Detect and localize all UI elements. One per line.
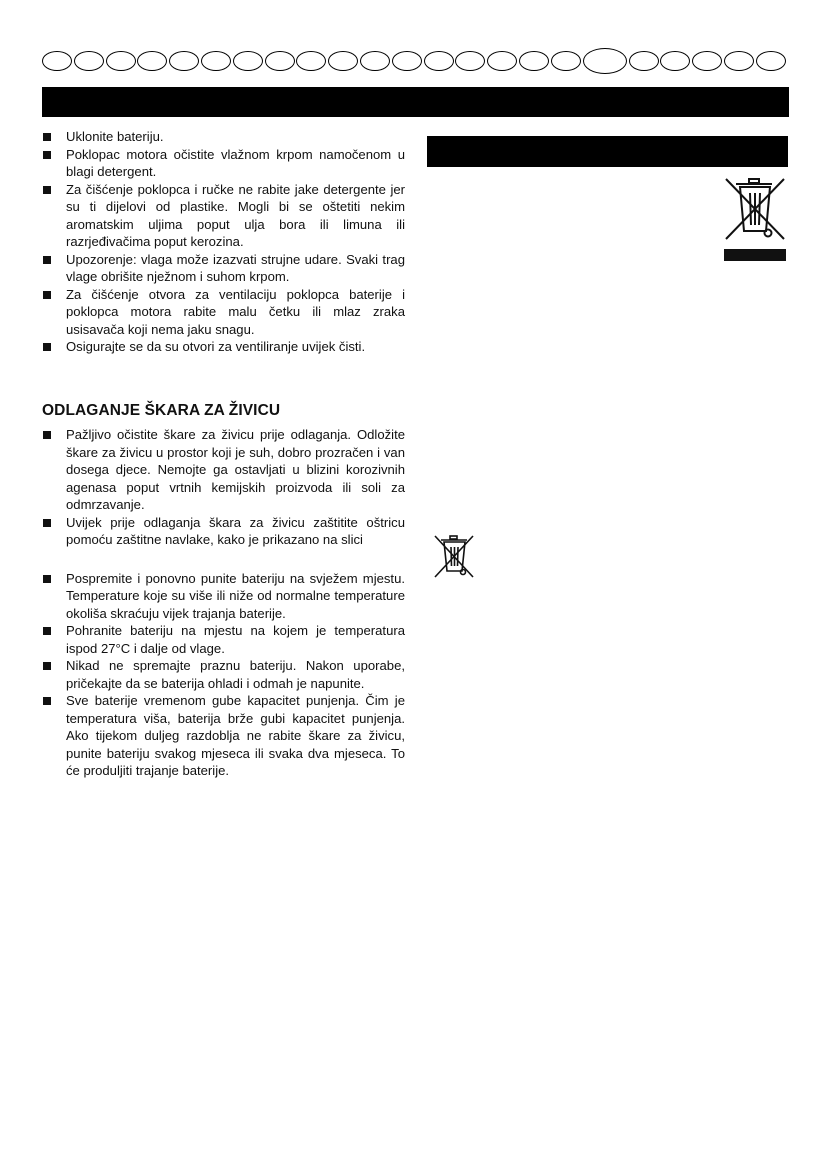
left-column — [42, 128, 405, 780]
language-tabs-row — [42, 48, 787, 74]
list-item: Za čišćenje poklopca i ručke ne rabite jake detergente jer su ti dijelovi od plastike. Mogli bi se oštetiti nekim aromatskim uljima poput ulja bora ili limuna ili razrjeđivačima poput kerozina. — [42, 181, 405, 251]
language-tab — [233, 51, 263, 71]
language-tab-active — [583, 48, 627, 74]
section-header-bar — [42, 87, 789, 117]
language-tab — [629, 51, 659, 71]
language-tab — [392, 51, 422, 71]
language-tab — [106, 51, 136, 71]
language-tab — [137, 51, 167, 71]
storage-list — [42, 426, 405, 780]
language-tab — [424, 51, 454, 71]
weee-crossed-bin-icon — [722, 176, 788, 262]
language-tab — [296, 51, 326, 71]
list-item: Uklonite bateriju. — [42, 128, 405, 146]
list-item: Uvijek prije odlaganja škara za živicu zaštitite oštricu pomoću zaštitne navlake, kako je prikazano na slici — [42, 514, 405, 549]
language-tab — [74, 51, 104, 71]
language-tab — [487, 51, 517, 71]
list-item: Za čišćenje otvora za ventilaciju poklopca baterije i poklopca motora rabite malu četku ili mlaz zraka usisavača koji nema jaku snagu. — [42, 286, 405, 339]
list-item: Osigurajte se da su otvori za ventiliranje uvijek čisti. — [42, 338, 405, 356]
language-tab — [519, 51, 549, 71]
list-item: Sve baterije vremenom gube kapacitet punjenja. Čim je temperatura viša, baterija brže gubi kapacitet punjenja. Ako tijekom duljeg razdoblja ne rabite škare za živicu, punite bateriju svakog mjeseca ili svaka dva mjeseca. To će produljiti trajanje baterije. — [42, 692, 405, 780]
list-item: Pospremite i ponovno punite bateriju na svježem mjestu. Temperature koje su više ili niže od normalne temperature okoliša skraćuju vijek trajanja baterije. — [42, 570, 405, 623]
language-tab — [724, 51, 754, 71]
language-tab — [360, 51, 390, 71]
maintenance-list — [42, 128, 405, 356]
weee-crossed-bin-icon — [432, 533, 476, 581]
list-item: Pažljivo očistite škare za živicu prije odlaganja. Odložite škare za živicu u prostor koji je suh, dobro prozračen i van dosega djece. Nemojte ga ostavljati u blizini korozivnih agenasa poput vrtnih kemijskih proizvoda ili soli za odmrzavanje. — [42, 426, 405, 514]
language-tab — [551, 51, 581, 71]
right-section-header-bar — [427, 136, 788, 167]
language-tab — [692, 51, 722, 71]
language-tab — [42, 51, 72, 71]
list-item: Poklopac motora očistite vlažnom krpom namočenom u blagi detergent. — [42, 146, 405, 181]
list-item: Upozorenje: vlaga može izazvati strujne udare. Svaki trag vlage obrišite nježnom i suhom krpom. — [42, 251, 405, 286]
list-item: Nikad ne spremajte praznu bateriju. Nakon uporabe, pričekajte da se baterija ohladi i odmah je napunite. — [42, 657, 405, 692]
language-tab — [756, 51, 786, 71]
language-tab — [328, 51, 358, 71]
language-tab — [169, 51, 199, 71]
list-item: Pohranite bateriju na mjestu na kojem je temperatura ispod 27°C i dalje od vlage. — [42, 622, 405, 657]
language-tab — [660, 51, 690, 71]
section-title: ODLAGANJE ŠKARA ZA ŽIVICU — [42, 401, 281, 419]
language-tab — [265, 51, 295, 71]
language-tab — [455, 51, 485, 71]
language-tab — [201, 51, 231, 71]
